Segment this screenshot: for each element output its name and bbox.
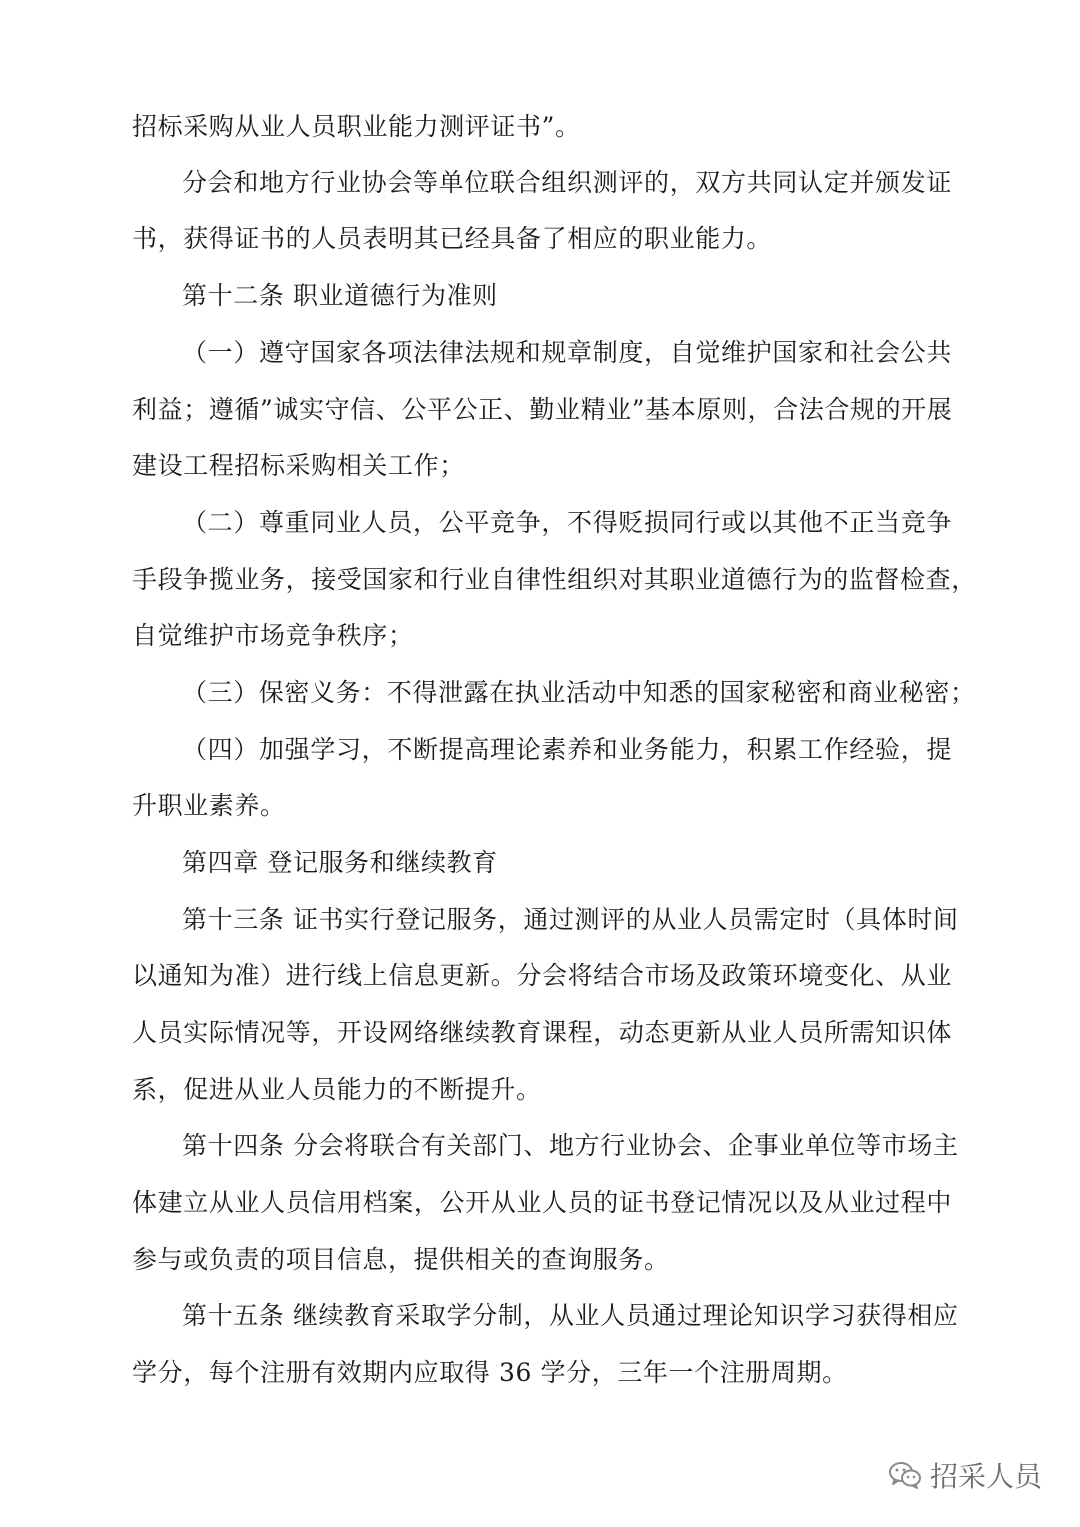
text-line: 建设工程招标采购相关工作； — [132, 451, 465, 480]
text-line: 系，促进从业人员能力的不断提升。 — [132, 1075, 542, 1104]
text-line: 招标采购从业人员职业能力测评证书”。 — [132, 112, 581, 141]
text-line: 分会和地方行业协会等单位联合组织测评的，双方共同认定并颁发证 — [182, 168, 952, 197]
text-line: 手段争揽业务，接受国家和行业自律性组织对其职业道德行为的监督检查， — [132, 565, 977, 594]
text-line: 利益；遵循”诚实守信、公平公正、勤业精业”基本原则，合法合规的开展 — [132, 395, 953, 424]
text-line: 体建立从业人员信用档案，公开从业人员的证书登记情况以及从业过程中 — [132, 1188, 952, 1217]
text-line: 自觉维护市场竞争秩序； — [132, 621, 414, 650]
text-line: 升职业素养。 — [132, 791, 286, 820]
text-line: 第十三条 证书实行登记服务，通过测评的从业人员需定时（具体时间 — [182, 905, 959, 934]
watermark-label: 招采人员 — [929, 1460, 1042, 1493]
watermark — [888, 1455, 1042, 1495]
wechat-icon — [888, 1460, 922, 1490]
text-line: （三）保密义务：不得泄露在执业活动中知悉的国家秘密和商业秘密； — [182, 678, 976, 707]
text-line: 第十五条 继续教育采取学分制，从业人员通过理论知识学习获得相应 — [182, 1301, 959, 1330]
chapter-heading: 第四章 登记服务和继续教育 — [182, 848, 498, 877]
text-line: （一）遵守国家各项法律法规和规章制度，自觉维护国家和社会公共 — [182, 338, 952, 367]
text-line: （二）尊重同业人员，公平竞争，不得贬损同行或以其他不正当竞争 — [182, 508, 952, 537]
text-line: 书，获得证书的人员表明其已经具备了相应的职业能力。 — [132, 224, 773, 253]
text-line: 参与或负责的项目信息，提供相关的查询服务。 — [132, 1245, 670, 1274]
section-heading: 第十二条 职业道德行为准则 — [182, 281, 498, 310]
text-line: 第十四条 分会将联合有关部门、地方行业协会、企事业单位等市场主 — [182, 1131, 959, 1160]
text-line: 人员实际情况等，开设网络继续教育课程，动态更新从业人员所需知识体 — [132, 1018, 952, 1047]
text-line: 学分，每个注册有效期内应取得 36 学分，三年一个注册周期。 — [132, 1358, 848, 1387]
text-line: （四）加强学习，不断提高理论素养和业务能力，积累工作经验，提 — [182, 735, 952, 764]
text-line: 以通知为准）进行线上信息更新。分会将结合市场及政策环境变化、从业 — [132, 961, 952, 990]
